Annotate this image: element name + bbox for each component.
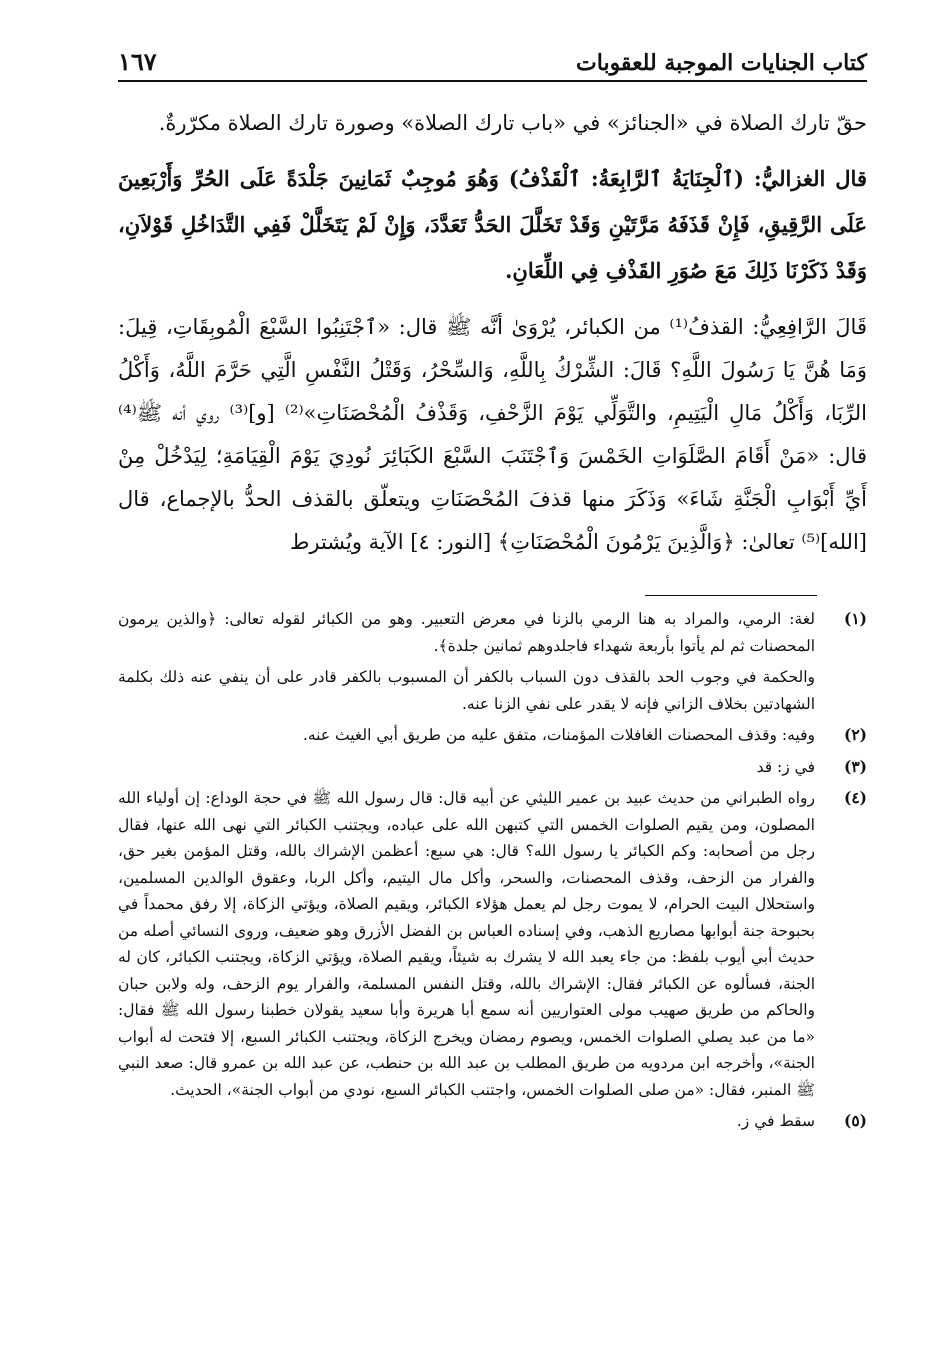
footnote (118, 785, 867, 1103)
footnote-text: في ز: قد (756, 757, 815, 776)
page-header (118, 36, 867, 76)
footnote-continuation: والحكمة في وجوب الحد بالقذف دون السباب بالكفر أن المسبوب بالكفر قادر على أن ينفي عنه ذلك بكلمة الشهادتين بخلاف الزاني فإنه لا يقدر على نفي الزنا عنه. (118, 668, 815, 713)
footnote-text: رواه الطبراني من حديث عبيد بن عمير الليثي عن أبيه قال: قال رسول الله ﷺ في حجة الوداع: إن أولياء الله المصلون، ومن يقيم الصلوات الخمس التي كتبهن الله على عباده، ويجتنب الكبائر التي نهى الله عنها، فقال رجل من أصحابه: وكم الكبائر يا رسول الله؟ قال: هي سبع: أعظمن الإشراك بالله، وقتل المؤمن بغير حق، والفرار من الزحف، وقذف المحصنات، والسحر، وأكل مال اليتيم، وأكل الربا، وعقوق الوالدين المسلمين، واستحلال البيت الحرام، لا يموت رجل لم يعمل هؤلاء الكبائر، ويقيم الصلاة، ويؤتي الزكاة، إلا رفق محمداً في بحبوحة جنة أبوابها مصاريع الذهب، وفي إسناده العباس بن الفضل الأزرق وهو ضعيف، وروى النسائي أصله من حديث أبي أيوب بلفظ: من جاء يعبد الله لا يشرك به شيئاً، ويقيم الصلاة، ويؤتي الزكاة، ويجتنب الكبائر، كان له الجنة، فسألوه عن الكبائر فقال: الإشراك بالله، وقتل النفس المسلمة، والفرار يوم الزحف، وله ولابن حبان والحاكم من طريق صهيب مولى العتواريين أنه سمع أبا هريرة وأبا سعيد يقولان خطبنا رسول الله ﷺ فقال: «ما من عبد يصلي الصلوات الخمس، ويصوم رمضان ويخرج الزكاة، ويجتنب الكبائر السبع، إلا فتحت له أبواب الجنة»، وأخرجه ابن مردويه من طريق المطلب بن عبد الله بن حنطب، عن عبد الله بن عمرو قال: صعد النبي ﷺ المنبر، فقال: «من صلى الصلوات الخمس، واجتنب الكبائر السبع، نودي من أبواب الجنة»، الحديث. (118, 789, 815, 1099)
paragraph-ghazali: قال الغزاليُّ: (ٱلْجِنَايَةُ ٱلرَّابِعَةُ: ٱلْقَذْفُ) وَهُوَ مُوجِبٌ ثَمَانِينَ جَلْدَةً عَلَى الحُرِّ وَأَرْبَعِينَ عَلَى الرَّقِيقِ، فَإِنْ قَذَفَهُ مَرَّتَيْنِ وَقَدْ تَخَلَّلَ الحَدُّ تَعَدَّدَ، وَإِنْ لَمْ يَتَخَلَّلْ فَفِي التَّدَاخُلِ قَوْلاَنِ، وَقَدْ ذَكَرْنَا ذَلِكَ مَعَ صُوَرِ القَذْفِ فِي اللِّعَانِ. (118, 166, 867, 283)
footnote-number: (١) (843, 609, 867, 628)
footnote-number: (٥) (843, 1111, 867, 1130)
footnote-text: وفيه: وقذف المحصنات الغافلات المؤمنات، متفق عليه من طريق أبي الغيث عنه. (302, 726, 815, 744)
footnote-number: (٣) (843, 756, 867, 776)
footnote (118, 1108, 867, 1135)
footnotes (118, 606, 867, 1140)
footnote-separator (645, 595, 817, 596)
footnote-text: سقط في ز. (736, 1112, 815, 1130)
footnote (118, 754, 867, 781)
header-rule (118, 80, 867, 82)
chapter-title: كتاب الجنايات الموجبة للعقوبات (576, 50, 867, 76)
main-text (118, 100, 867, 564)
footnote-number: (٤) (843, 788, 867, 807)
footnote (118, 606, 867, 659)
footnote (118, 722, 867, 749)
footnote-text: لغة: الرمي، والمراد به هنا الرمي بالزنا في معرض التعبير. وهو من الكبائر لقوله تعالى: ﴿والذين يرمون المحصنات ثم لم يأتوا بأربعة شهداء فاجلدوهم ثمانين جلدة﴾. (118, 610, 815, 655)
paragraph-1: حقّ تارك الصلاة في «الجنائز» في «باب تارك الصلاة» وصورة تارك الصلاة مكرّرةٌ. (158, 111, 867, 135)
paragraph-rafii: قَالَ الرَّافِعِيُّ: القذفُ⁽¹⁾ من الكبائر، يُرْوَىٰ أنَّه ﷺ قال: «ٱجْتَنِبُوا السَّبْعَ الْمُوبِقَاتِ، قِيلَ: وَمَا هُنَّ يَا رَسُولَ اللَّهِ؟ قَالَ: الشِّرْكُ بِاللَّهِ، وَالسِّحْرُ، وَقَتْلُ النَّفْسِ الَّتِي حَرَّمَ اللَّهُ، وَأَكْلُ الرِّبَا، وَأَكْلُ مَالِ الْيَتِيمِ، والتَّوَلِّي يَوْمَ الزَّحْفِ، وَقَذْفُ الْمُحْصَنَاتِ»⁽²⁾ [و]⁽³⁾ روي أنه ﷺ⁽⁴⁾ قال: «مَنْ أَقَامَ الصَّلَوَاتِ الخَمْسَ وَٱجْتَنَبَ السَّبْعَ الكَبَائِرَ نُودِيَ يَوْمَ الْقِيَامَةِ؛ لِيَدْخُلْ مِنْ أَيِّ أَبْوَابِ الْجَنَّةِ شَاءَ» وَذَكَرَ منها قذفَ المُحْصَنَاتِ ويتعلّق بالقذف الحدُّ بالإجماع، قال [الله]⁽⁵⁾ تعالىٰ: ﴿وَالَّذِينَ يَرْمُونَ الْمُحْصَنَاتِ﴾ [النور: ٤] الآية ويُشترط (118, 315, 867, 554)
page-number: ١٦٧ (118, 47, 157, 76)
footnote-number: (٢) (843, 725, 867, 744)
